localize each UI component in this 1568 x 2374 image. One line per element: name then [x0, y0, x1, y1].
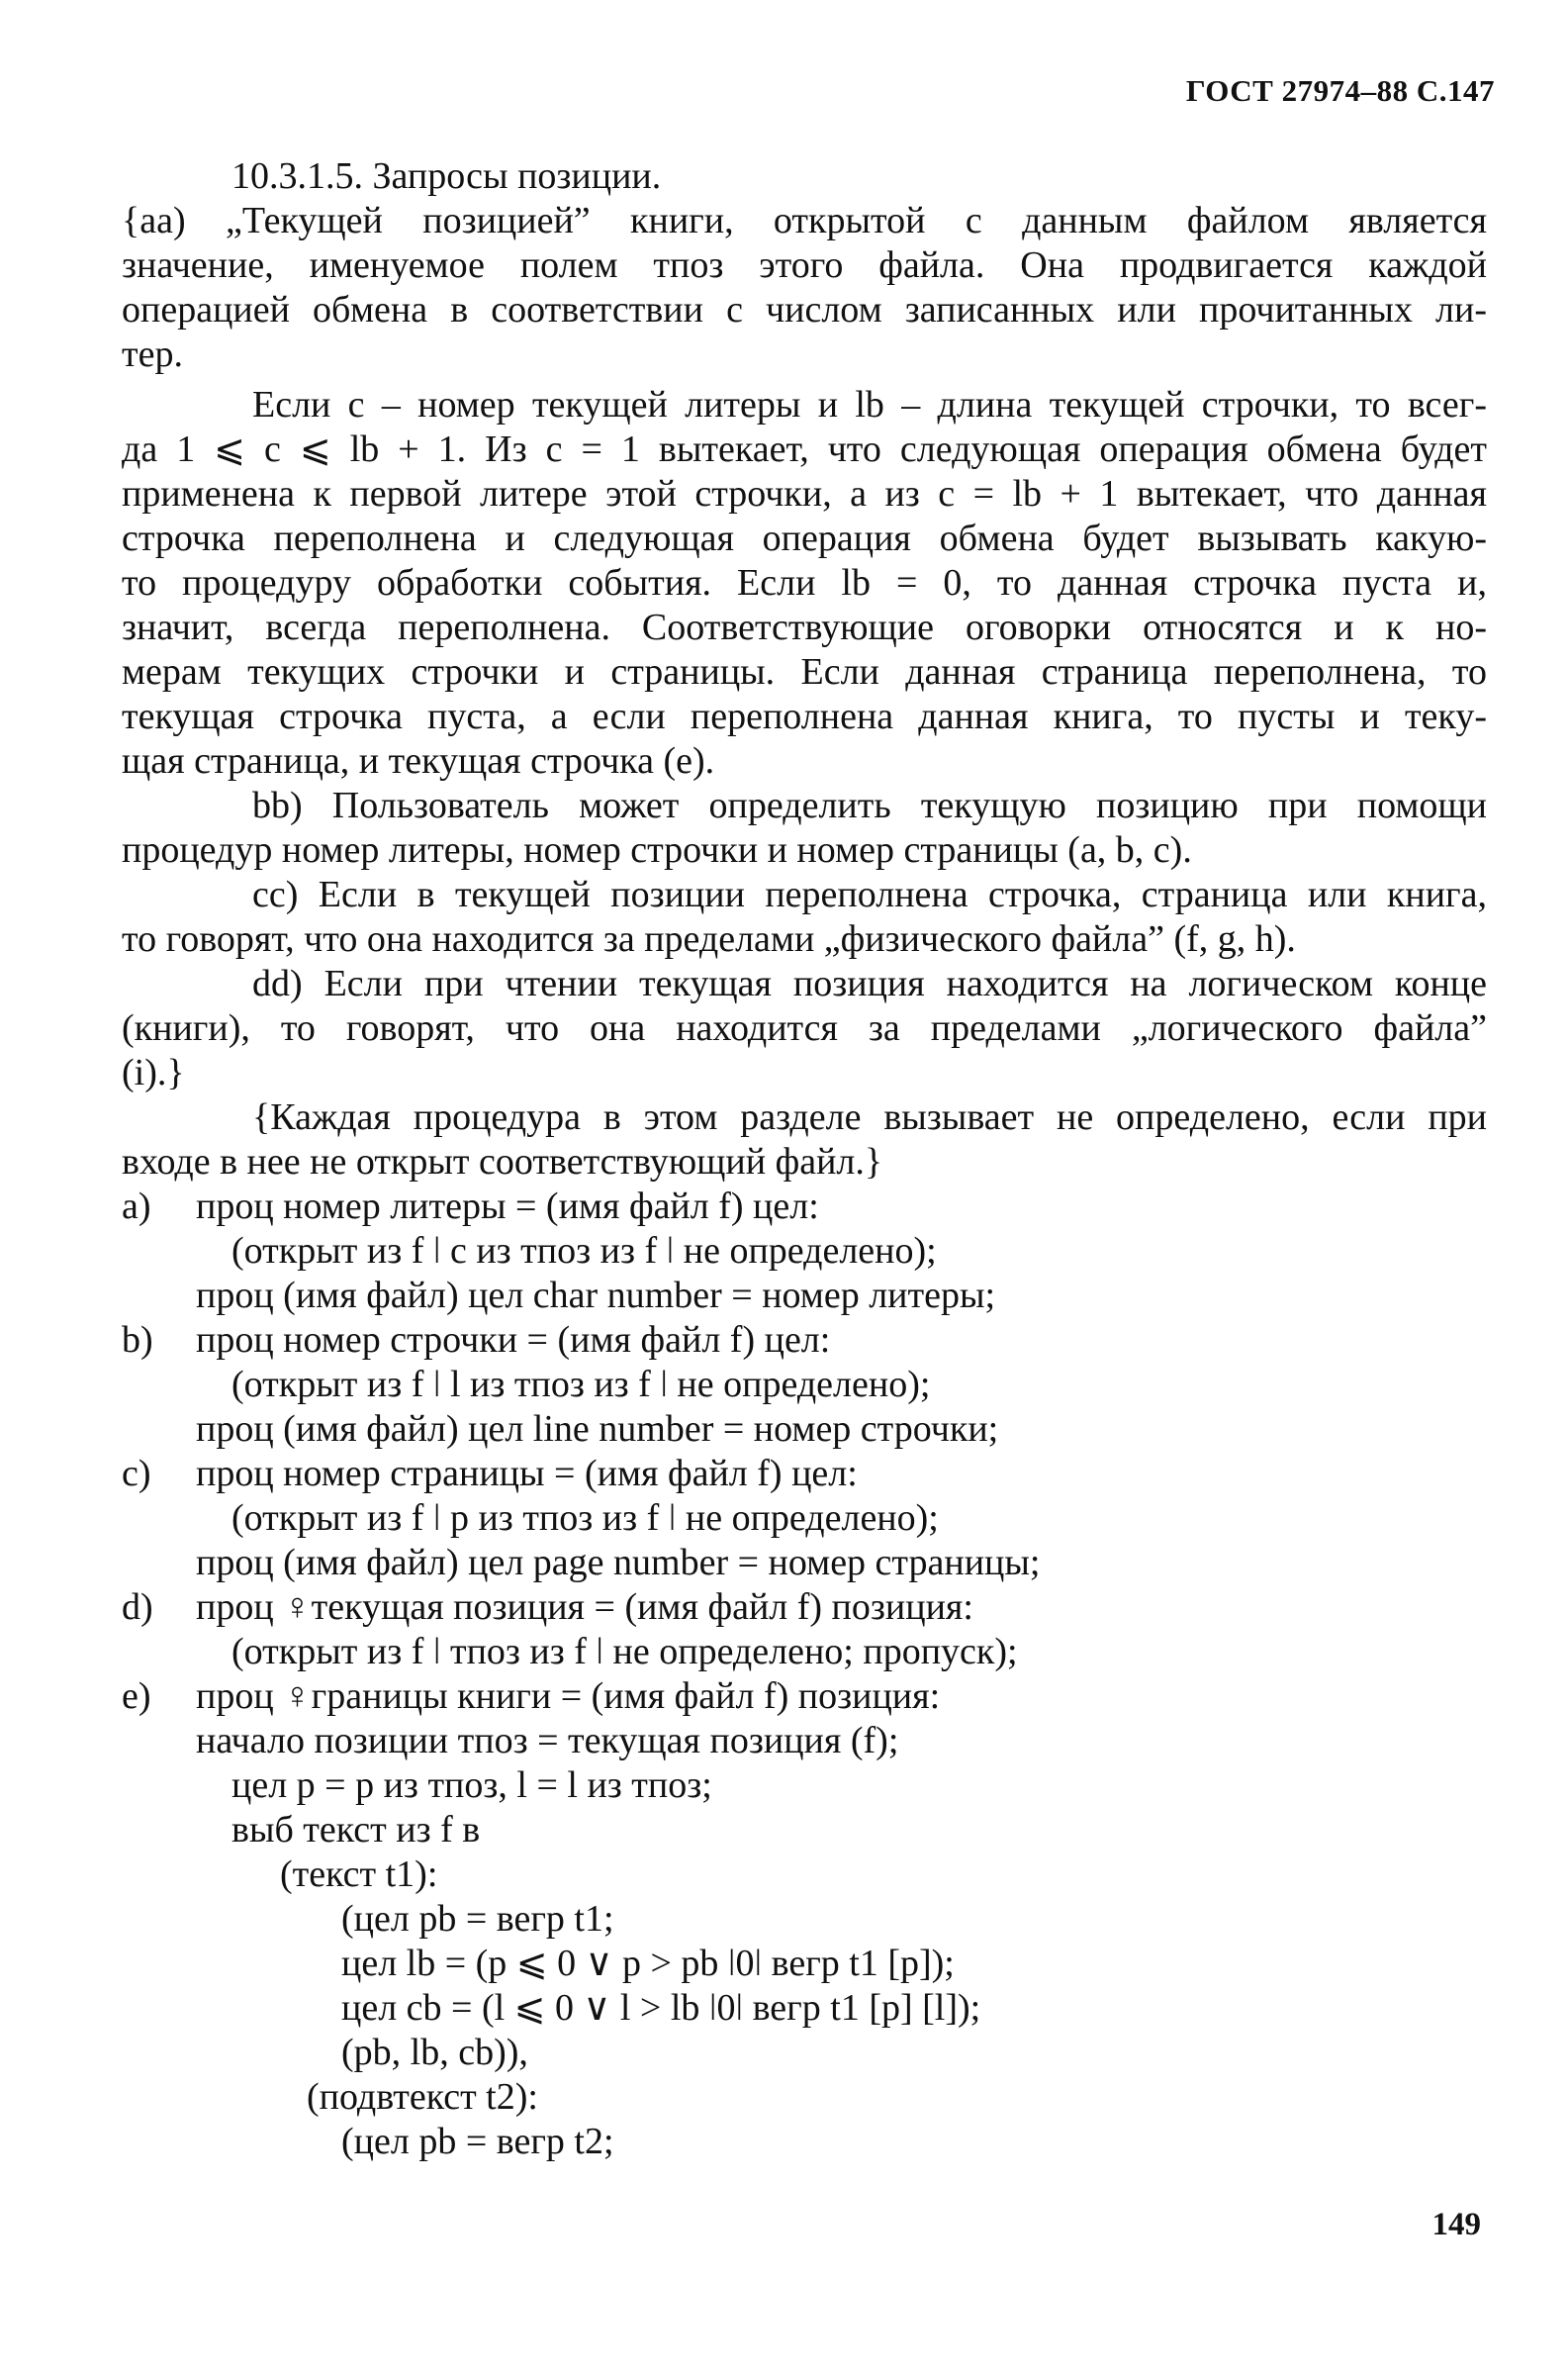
- procedure-body: (открыт из f ǀ p из тпоз из f ǀ не определено);: [231, 1497, 939, 1539]
- text-line: значит, всегда переполнена. Соответствующие оговорки относятся и к но-: [122, 607, 1487, 648]
- code-line: начало позиции тпоз = текущая позиция (f);: [196, 1720, 899, 1761]
- text-line: (i).}: [122, 1052, 185, 1093]
- procedure-alias: проц (имя файл) цел line number = номер строчки;: [196, 1408, 999, 1450]
- procedure-e: [122, 1674, 1487, 2164]
- paragraph-note: [122, 1095, 1487, 1185]
- text-line: входе в нее не открыт соответствующий файл.}: [122, 1141, 883, 1183]
- paragraph-aa: [122, 199, 1487, 377]
- procedure-d: [122, 1585, 1487, 1674]
- page-number: 149: [1431, 2207, 1481, 2242]
- code-line: выб текст из f в: [231, 1809, 481, 1851]
- procedure-body: (открыт из f ǀ c из тпоз из f ǀ не определено);: [231, 1230, 937, 1272]
- procedure-decl: проц ♀границы книги = (имя файл f) позиция:: [196, 1675, 941, 1717]
- procedure-alias: проц (имя файл) цел page number = номер страницы;: [196, 1542, 1041, 1583]
- section-heading: 10.3.1.5. Запросы позиции.: [231, 155, 662, 197]
- procedure-b: [122, 1318, 1487, 1452]
- procedure-decl: проц номер строчки = (имя файл f) цел:: [196, 1319, 831, 1361]
- code-line: (цел pb = вегр t2;: [341, 2121, 614, 2162]
- text-line: bb) Пользователь может определить текущую позицию при помощи: [252, 785, 1487, 826]
- code-line: цел p = p из тпоз, l = l из тпоз;: [231, 1764, 712, 1806]
- item-label: d): [122, 1586, 153, 1628]
- text-line: процедур номер литеры, номер строчки и номер страницы (a, b, c).: [122, 829, 1192, 871]
- paragraph-bb: [122, 784, 1487, 873]
- procedure-alias: проц (имя файл) цел char number = номер литеры;: [196, 1275, 996, 1316]
- text-line: текущая строчка пуста, а если переполнена данная книга, то пусты и теку-: [122, 696, 1487, 737]
- text-line: операцией обмена в соответствии с числом записанных или прочитанных ли-: [122, 289, 1487, 331]
- text-line: cc) Если в текущей позиции переполнена строчка, страница или книга,: [252, 874, 1487, 915]
- procedure-c: [122, 1452, 1487, 1585]
- paragraph-dd: [122, 962, 1487, 1095]
- text-line: (книги), то говорят, что она находится за пределами „логического файла”: [122, 1007, 1487, 1049]
- text-line: dd) Если при чтении текущая позиция находится на логическом конце: [252, 963, 1487, 1004]
- procedure-body: (открыт из f ǀ l из тпоз из f ǀ не определено);: [231, 1364, 931, 1405]
- procedure-decl: проц ♀текущая позиция = (имя файл f) позиция:: [196, 1586, 973, 1628]
- item-label: b): [122, 1319, 153, 1361]
- page-body: [122, 154, 1487, 2164]
- text-line: то процедуру обработки события. Если lb = 0, то данная строчка пуста и,: [122, 562, 1487, 604]
- text-line: {aa) „Текущей позицией” книги, открытой с данным файлом является: [122, 200, 1487, 241]
- paragraph-c-lb: [122, 383, 1487, 784]
- text-line: да 1 ⩽ c ⩽ lb + 1. Из c = 1 вытекает, что следующая операция обмена будет: [122, 428, 1487, 470]
- text-line: Если c – номер текущей литеры и lb – длина текущей строчки, то всег-: [252, 384, 1487, 426]
- item-label: e): [122, 1675, 151, 1717]
- code-line: (подвтекст t2):: [307, 2076, 538, 2118]
- text-line: то говорят, что она находится за пределами „физического файла” (f, g, h).: [122, 918, 1296, 960]
- item-label: c): [122, 1453, 151, 1494]
- code-line: (цел pb = вегр t1;: [341, 1898, 614, 1940]
- text-line: применена к первой литере этой строчки, а из c = lb + 1 вытекает, что данная: [122, 473, 1487, 515]
- procedure-decl: проц номер литеры = (имя файл f) цел:: [196, 1186, 819, 1227]
- code-line: цел lb = (p ⩽ 0 ∨ p > pb ǀ0ǀ вегр t1 [p]);: [341, 1943, 955, 1984]
- code-line: (текст t1):: [280, 1853, 438, 1895]
- text-line: тер.: [122, 333, 183, 375]
- procedure-decl: проц номер страницы = (имя файл f) цел:: [196, 1453, 858, 1494]
- text-line: строчка переполнена и следующая операция обмена будет вызывать какую-: [122, 518, 1487, 559]
- text-line: {Каждая процедура в этом разделе вызывает не определено, если при: [252, 1096, 1487, 1138]
- text-line: щая страница, и текущая строчка (e).: [122, 740, 715, 782]
- item-label: a): [122, 1186, 151, 1227]
- code-line: цел cb = (l ⩽ 0 ∨ l > lb ǀ0ǀ вегр t1 [p] [l]);: [341, 1987, 981, 2029]
- procedure-a: [122, 1185, 1487, 1318]
- text-line: мерам текущих строчки и страницы. Если данная страница переполнена, то: [122, 651, 1487, 693]
- procedure-body: (открыт из f ǀ тпоз из f ǀ не определено; пропуск);: [231, 1631, 1018, 1672]
- text-line: значение, именуемое полем тпоз этого файла. Она продвигается каждой: [122, 244, 1487, 286]
- paragraph-cc: [122, 873, 1487, 962]
- running-head: ГОСТ 27974–88 С.147: [1185, 73, 1495, 108]
- code-line: (pb, lb, cb)),: [341, 2032, 528, 2073]
